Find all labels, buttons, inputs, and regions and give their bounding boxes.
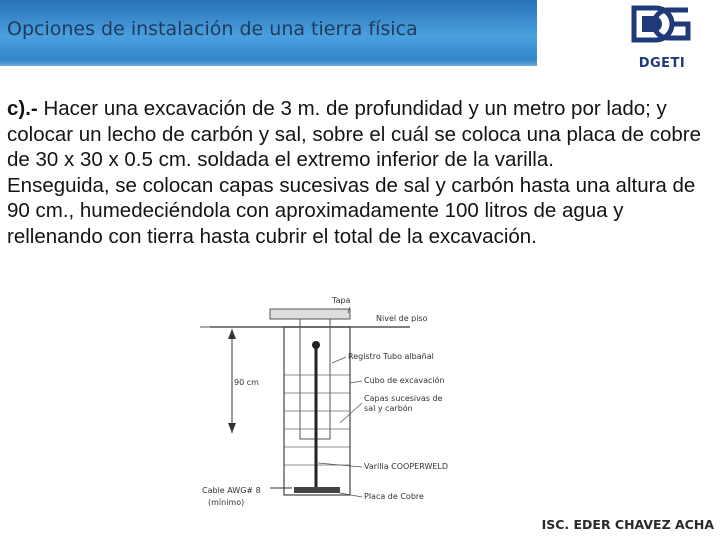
copper-plate [294,487,340,493]
label-varilla: Varilla COOPERWELD [364,462,449,471]
label-capas-1: Capas sucesivas de [364,394,443,403]
slide-title: Opciones de instalación de una tierra física [7,18,418,40]
label-cable-2: (mínimo) [208,498,245,507]
label-placa: Placa de Cobre [364,492,424,501]
dimension-arrow-up [228,329,236,339]
lead-label: c).- [7,97,38,120]
paragraph-2: Enseguida, se colocan capas sucesivas de sal y carbón hasta una altura de 90 cm., humedeciéndola con aproximadamente 100 litros de agua y rellenando con tierra hasta cubrir el total de la excavación. [7,173,696,248]
rod-clamp [312,341,320,349]
paragraph-1-text: Hacer una excavación de 3 m. de profundidad y un metro por lado; y colocar un lecho de carbón y sal, sobre el cuál se coloca una placa de cobre de 30 x 30 x 0.5 cm. soldada el extremo inferior de la varilla. [7,97,702,172]
logo-text: DGETI [638,56,686,71]
paragraph-1 [7,96,719,173]
body-text [7,96,719,250]
label-cable-1: Cable AWG# 8 [202,486,261,495]
dimension-arrow-down [228,423,236,433]
label-dimension: 90 cm [234,378,259,387]
grounding-diagram [200,283,480,518]
label-cubo: Cubo de excavación [364,376,445,385]
label-capas-2: sal y carbón [364,404,413,413]
label-nivel-piso: Nivel de piso [376,314,428,323]
label-registro: Registro Tubo albañal [348,352,434,361]
author-credit: ISC. EDER CHAVEZ ACHA [541,517,714,532]
leader-lines [318,357,362,497]
lid-shape [270,309,350,319]
label-tapa: Tapa [332,296,351,305]
